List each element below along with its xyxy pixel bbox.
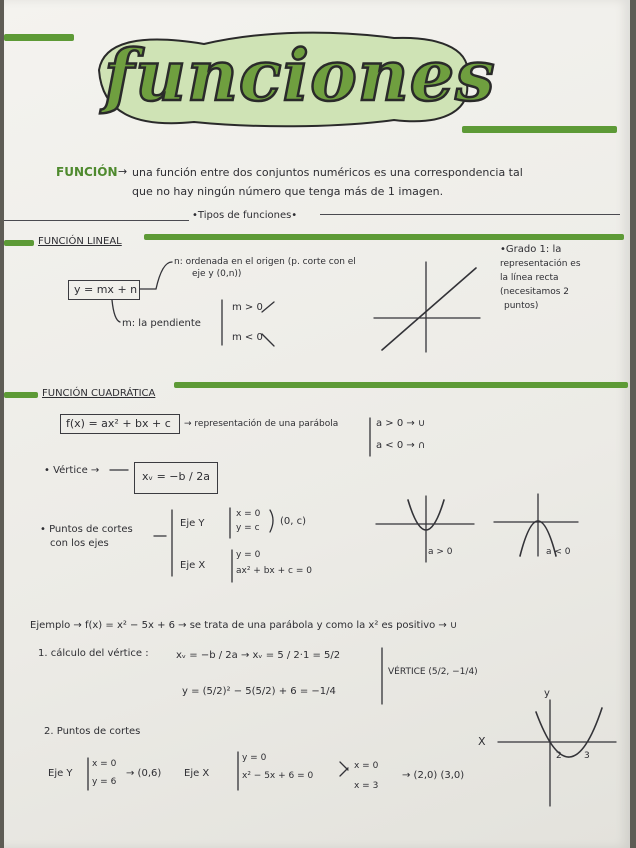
hand-drawn-strokes	[4, 0, 630, 848]
example-vertex-result: VÉRTICE (5/2, −1/4)	[388, 667, 478, 677]
quadratic-y-sys-1: x = 0	[236, 509, 261, 519]
linear-m-pos: m > 0	[232, 302, 263, 313]
y-point-brace	[270, 510, 273, 532]
linear-grade-2: representación es	[500, 259, 581, 269]
linear-m-note: m: la pendiente	[122, 318, 201, 329]
example-y-sys-2: y = 6	[92, 777, 117, 787]
quadratic-a-pos: a > 0 → ∪	[376, 418, 426, 429]
quadratic-cuts-2: con los ejes	[50, 538, 109, 549]
example-axis-x: Eje X	[184, 768, 210, 779]
linear-graph-axes	[374, 262, 480, 352]
linear-m-neg: m < 0	[232, 332, 263, 343]
linear-grade-3: la línea recta	[500, 273, 559, 283]
linear-grade-5: puntos)	[504, 301, 539, 311]
linear-grade-1: •Grado 1: la	[500, 244, 562, 255]
linear-graph-line	[382, 268, 476, 350]
example-step-1: 1. cálculo del vértice :	[38, 648, 149, 659]
definition-term: FUNCIÓN	[56, 165, 118, 179]
quadratic-a-neg: a < 0 → ∩	[376, 440, 426, 451]
example-axis-y: Eje Y	[48, 768, 73, 779]
notebook-page	[4, 0, 630, 848]
example-x-sys-1: y = 0	[242, 753, 267, 763]
example-graph-x-label: X	[478, 735, 486, 748]
quadratic-cuts-1: • Puntos de cortes	[40, 524, 133, 535]
example-vertex-y: y = (5/2)² − 5(5/2) + 6 = −1/4	[182, 686, 336, 697]
example-graph-y-label: y	[544, 688, 550, 699]
n-leader-line	[140, 262, 172, 289]
types-heading: •Tipos de funciones•	[192, 210, 298, 221]
linear-heading: FUNCIÓN LINEAL	[38, 236, 122, 247]
quadratic-axis-x: Eje X	[180, 560, 206, 571]
roots-bracket	[340, 762, 348, 776]
example-graph-curve	[536, 708, 602, 757]
definition-line-1: una función entre dos conjuntos numéricos es una correspondencia tal	[132, 166, 523, 179]
quadratic-axis-y: Eje Y	[180, 518, 205, 529]
example-x-sys-2: x² − 5x + 6 = 0	[242, 771, 314, 781]
example-x-points: → (2,0) (3,0)	[402, 770, 465, 781]
quadratic-vertex-formula: xᵥ = −b / 2a	[142, 470, 210, 483]
quadratic-formula: f(x) = ax² + bx + c	[66, 417, 171, 430]
quadratic-y-point: (0, c)	[280, 516, 307, 527]
example-intro: Ejemplo → f(x) = x² − 5x + 6 → se trata de una parábola y como la x² es positivo → ∪	[30, 620, 458, 631]
definition-line-2: que no hay ningún número que tenga más de 1 imagen.	[132, 185, 444, 198]
linear-grade-4: (necesitamos 2	[500, 287, 570, 297]
quadratic-vertex-label: • Vértice →	[44, 465, 100, 476]
linear-n-note-1: n: ordenada en el origen (p. corte con el	[174, 257, 356, 267]
quadratic-x-sys-2: ax² + bx + c = 0	[236, 566, 312, 576]
example-root-1: x = 0	[354, 761, 379, 771]
quadratic-representation: → representación de una parábola	[184, 419, 339, 429]
example-vertex-x: xᵥ = −b / 2a → xᵥ = 5 / 2·1 = 5/2	[176, 650, 341, 661]
parabola-up-axes	[376, 496, 474, 562]
example-step-2: 2. Puntos de cortes	[44, 726, 141, 737]
positive-slope-mark	[262, 302, 274, 312]
quadratic-label-pos: a > 0	[428, 547, 453, 557]
page-title: funciones	[104, 34, 496, 117]
linear-formula: y = mx + n	[74, 283, 138, 296]
m-leader-line	[112, 300, 120, 322]
example-graph-axes	[498, 700, 616, 806]
example-graph-tick-2: 2	[556, 751, 562, 761]
quadratic-heading: FUNCIÓN CUADRÁTICA	[42, 388, 156, 399]
example-y-point: → (0,6)	[126, 768, 162, 779]
example-graph-tick-3: 3	[584, 751, 590, 761]
quadratic-x-sys-1: y = 0	[236, 550, 261, 560]
example-root-2: x = 3	[354, 781, 379, 791]
linear-n-note-2: eje y (0,n))	[192, 269, 242, 279]
quadratic-label-neg: a < 0	[546, 547, 571, 557]
definition-arrow: →	[118, 165, 128, 178]
example-y-sys-1: x = 0	[92, 759, 117, 769]
quadratic-y-sys-2: y = c	[236, 523, 260, 533]
negative-slope-mark	[262, 334, 274, 346]
parabola-down-axes	[494, 494, 578, 556]
